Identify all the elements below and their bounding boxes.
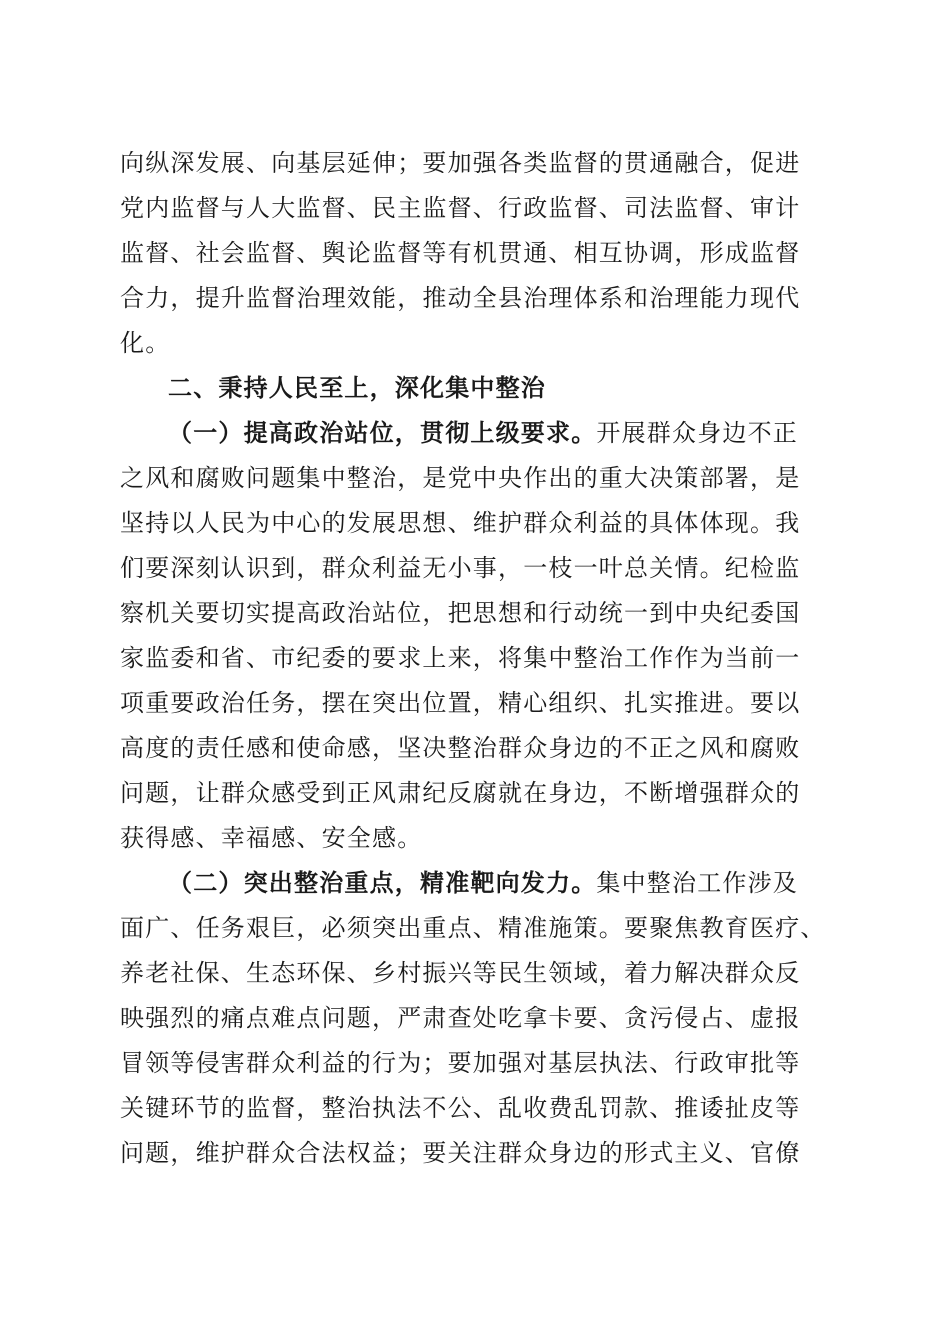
paragraph-line: 问题，让群众感受到正风肃纪反腐就在身边，不断增强群众的 xyxy=(120,779,801,807)
paragraph-line: 问题，维护群众合法权益；要关注群众身边的形式主义、官僚 xyxy=(120,1139,801,1167)
paragraph-text: 集中整治工作涉及 xyxy=(596,869,799,897)
paragraph-first-line xyxy=(168,413,888,453)
paragraph-line: 监督、社会监督、舆论监督等有机贯通、相互协调，形成监督 xyxy=(120,239,801,267)
section-heading: 二、秉持人民至上，深化集中整治 xyxy=(168,373,546,402)
paragraph-line: 映强烈的痛点难点问题，严肃查处吃拿卡要、贪污侵占、虚报 xyxy=(120,1004,801,1032)
paragraph-line: 项重要政治任务，摆在突出位置，精心组织、扎实推进。要以 xyxy=(120,689,801,717)
paragraph-line: 之风和腐败问题集中整治，是党中央作出的重大决策部署，是 xyxy=(120,464,801,492)
paragraph-line: 获得感、幸福感、安全感。 xyxy=(120,824,423,852)
paragraph-title: （一）提高政治站位，贯彻上级要求。 xyxy=(168,418,597,447)
paragraph-line: 们要深刻认识到，群众利益无小事，一枝一叶总关情。纪检监 xyxy=(120,554,801,582)
paragraph-line: 合力，提升监督治理效能，推动全县治理体系和治理能力现代 xyxy=(120,284,801,312)
paragraph-text: 开展群众身边不正 xyxy=(596,419,799,447)
paragraph-line: 党内监督与人大监督、民主监督、行政监督、司法监督、审计 xyxy=(120,194,801,222)
paragraph-line: 高度的责任感和使命感，坚决整治群众身边的不正之风和腐败 xyxy=(120,734,801,762)
paragraph-line: 关键环节的监督，整治执法不公、乱收费乱罚款、推诿扯皮等 xyxy=(120,1094,801,1122)
paragraph-line: 家监委和省、市纪委的要求上来，将集中整治工作作为当前一 xyxy=(120,644,801,672)
paragraph-line: 坚持以人民为中心的发展思想、维护群众利益的具体体现。我 xyxy=(120,509,801,537)
paragraph-line: 冒领等侵害群众利益的行为；要加强对基层执法、行政审批等 xyxy=(120,1049,801,1077)
paragraph-line: 面广、任务艰巨，必须突出重点、精准施策。要聚焦教育医疗、 xyxy=(120,914,826,942)
paragraph-title: （二）突出整治重点，精准靶向发力。 xyxy=(168,868,597,897)
paragraph-line: 养老社保、生态环保、乡村振兴等民生领域，着力解决群众反 xyxy=(120,959,801,987)
paragraph-line: 察机关要切实提高政治站位，把思想和行动统一到中央纪委国 xyxy=(120,599,801,627)
paragraph-first-line xyxy=(168,863,888,903)
paragraph-line: 向纵深发展、向基层延伸；要加强各类监督的贯通融合，促进 xyxy=(120,149,801,177)
paragraph-line: 化。 xyxy=(120,329,171,357)
